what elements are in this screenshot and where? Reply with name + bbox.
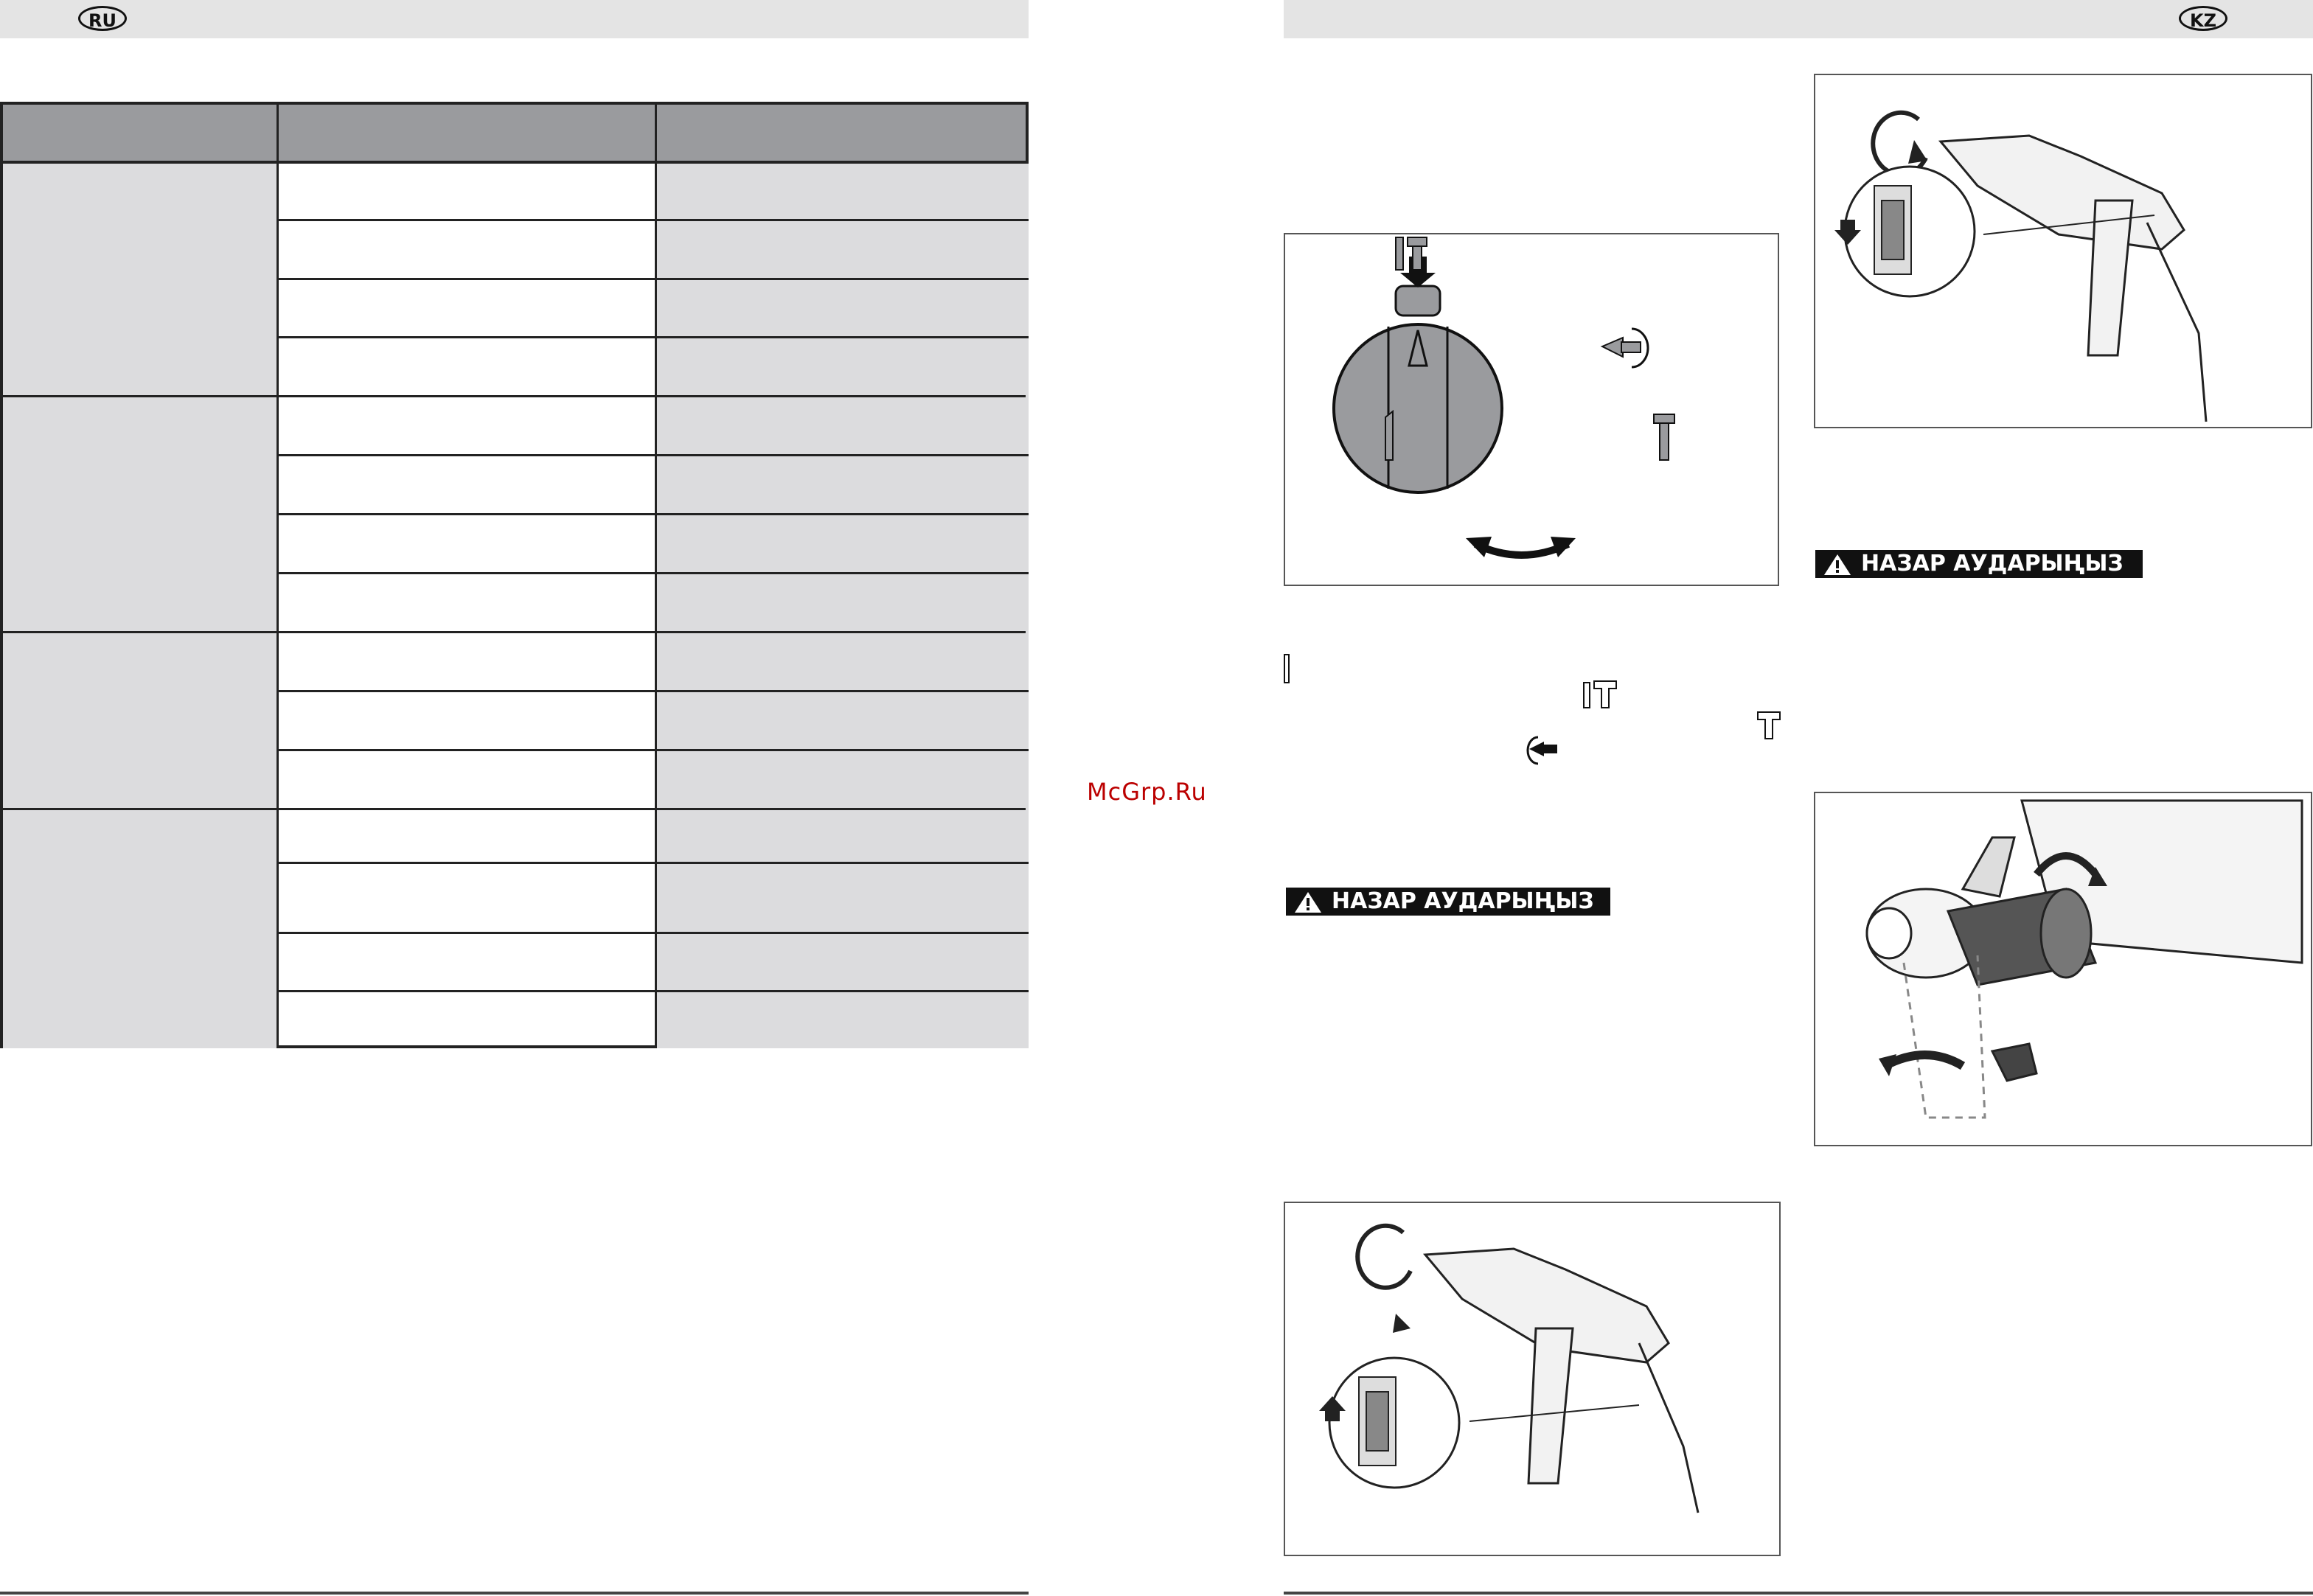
drill-bit-icon <box>1283 653 1290 684</box>
table-row-separator <box>276 219 1029 221</box>
watermark: McGrp.Ru <box>1087 778 1207 806</box>
table-row-separator <box>276 749 1029 751</box>
table-group-separator <box>3 395 1026 397</box>
side-handle-illustration <box>1815 793 2311 1145</box>
table-row-separator <box>276 572 1029 574</box>
header-band-right <box>1284 0 2313 38</box>
warning-label <box>1815 550 2143 578</box>
language-badge-kz: KZ <box>2179 6 2227 31</box>
page-bottom-rule <box>1284 1592 2313 1595</box>
table-row-separator <box>276 690 1029 692</box>
table-column-divider <box>655 105 657 1048</box>
table-group-separator <box>3 631 1026 633</box>
rotary-hammer-lock-down-illustration <box>1815 75 2311 427</box>
rotary-hammer-lock-up-illustration <box>1285 1203 1779 1555</box>
page-bottom-rule <box>0 1592 1029 1595</box>
table-row-separator <box>276 932 1029 934</box>
figure-side-handle <box>1814 792 2312 1146</box>
table-row-separator <box>276 990 1029 992</box>
table-group-cell <box>3 164 276 395</box>
table-row-separator <box>276 454 1029 456</box>
warning-triangle-icon <box>1823 553 1852 576</box>
figure-lock-up <box>1284 1202 1781 1556</box>
warning-triangle-icon <box>1293 891 1323 914</box>
table-column-shade <box>657 164 1029 1048</box>
table-row-separator <box>276 278 1029 280</box>
table-row-separator <box>276 513 1029 515</box>
table-header-row <box>3 105 1026 164</box>
troubleshooting-table <box>0 102 1029 1048</box>
figure-mode-dial <box>1284 233 1779 586</box>
mode-selector-dial-illustration <box>1285 234 1778 585</box>
table-group-cell <box>3 397 276 631</box>
table-column-divider <box>276 105 279 1048</box>
warning-label-text: НАЗАР АУДАРЫҢЫЗ <box>1332 888 1594 914</box>
table-group-cell <box>3 633 276 808</box>
table-row-separator <box>276 336 1029 338</box>
warning-label <box>1286 888 1610 916</box>
figure-lock-down <box>1814 74 2312 428</box>
hammer-icon <box>1755 709 1784 740</box>
chisel-rotate-icon <box>1522 734 1563 767</box>
drill-hammer-icon <box>1582 678 1624 709</box>
header-band-left <box>0 0 1029 38</box>
table-group-separator <box>3 808 1026 810</box>
language-badge-ru: RU <box>78 6 127 31</box>
table-group-cell <box>3 810 276 1048</box>
table-row-separator <box>276 862 1029 864</box>
warning-label-text: НАЗАР АУДАРЫҢЫЗ <box>1861 551 2124 576</box>
